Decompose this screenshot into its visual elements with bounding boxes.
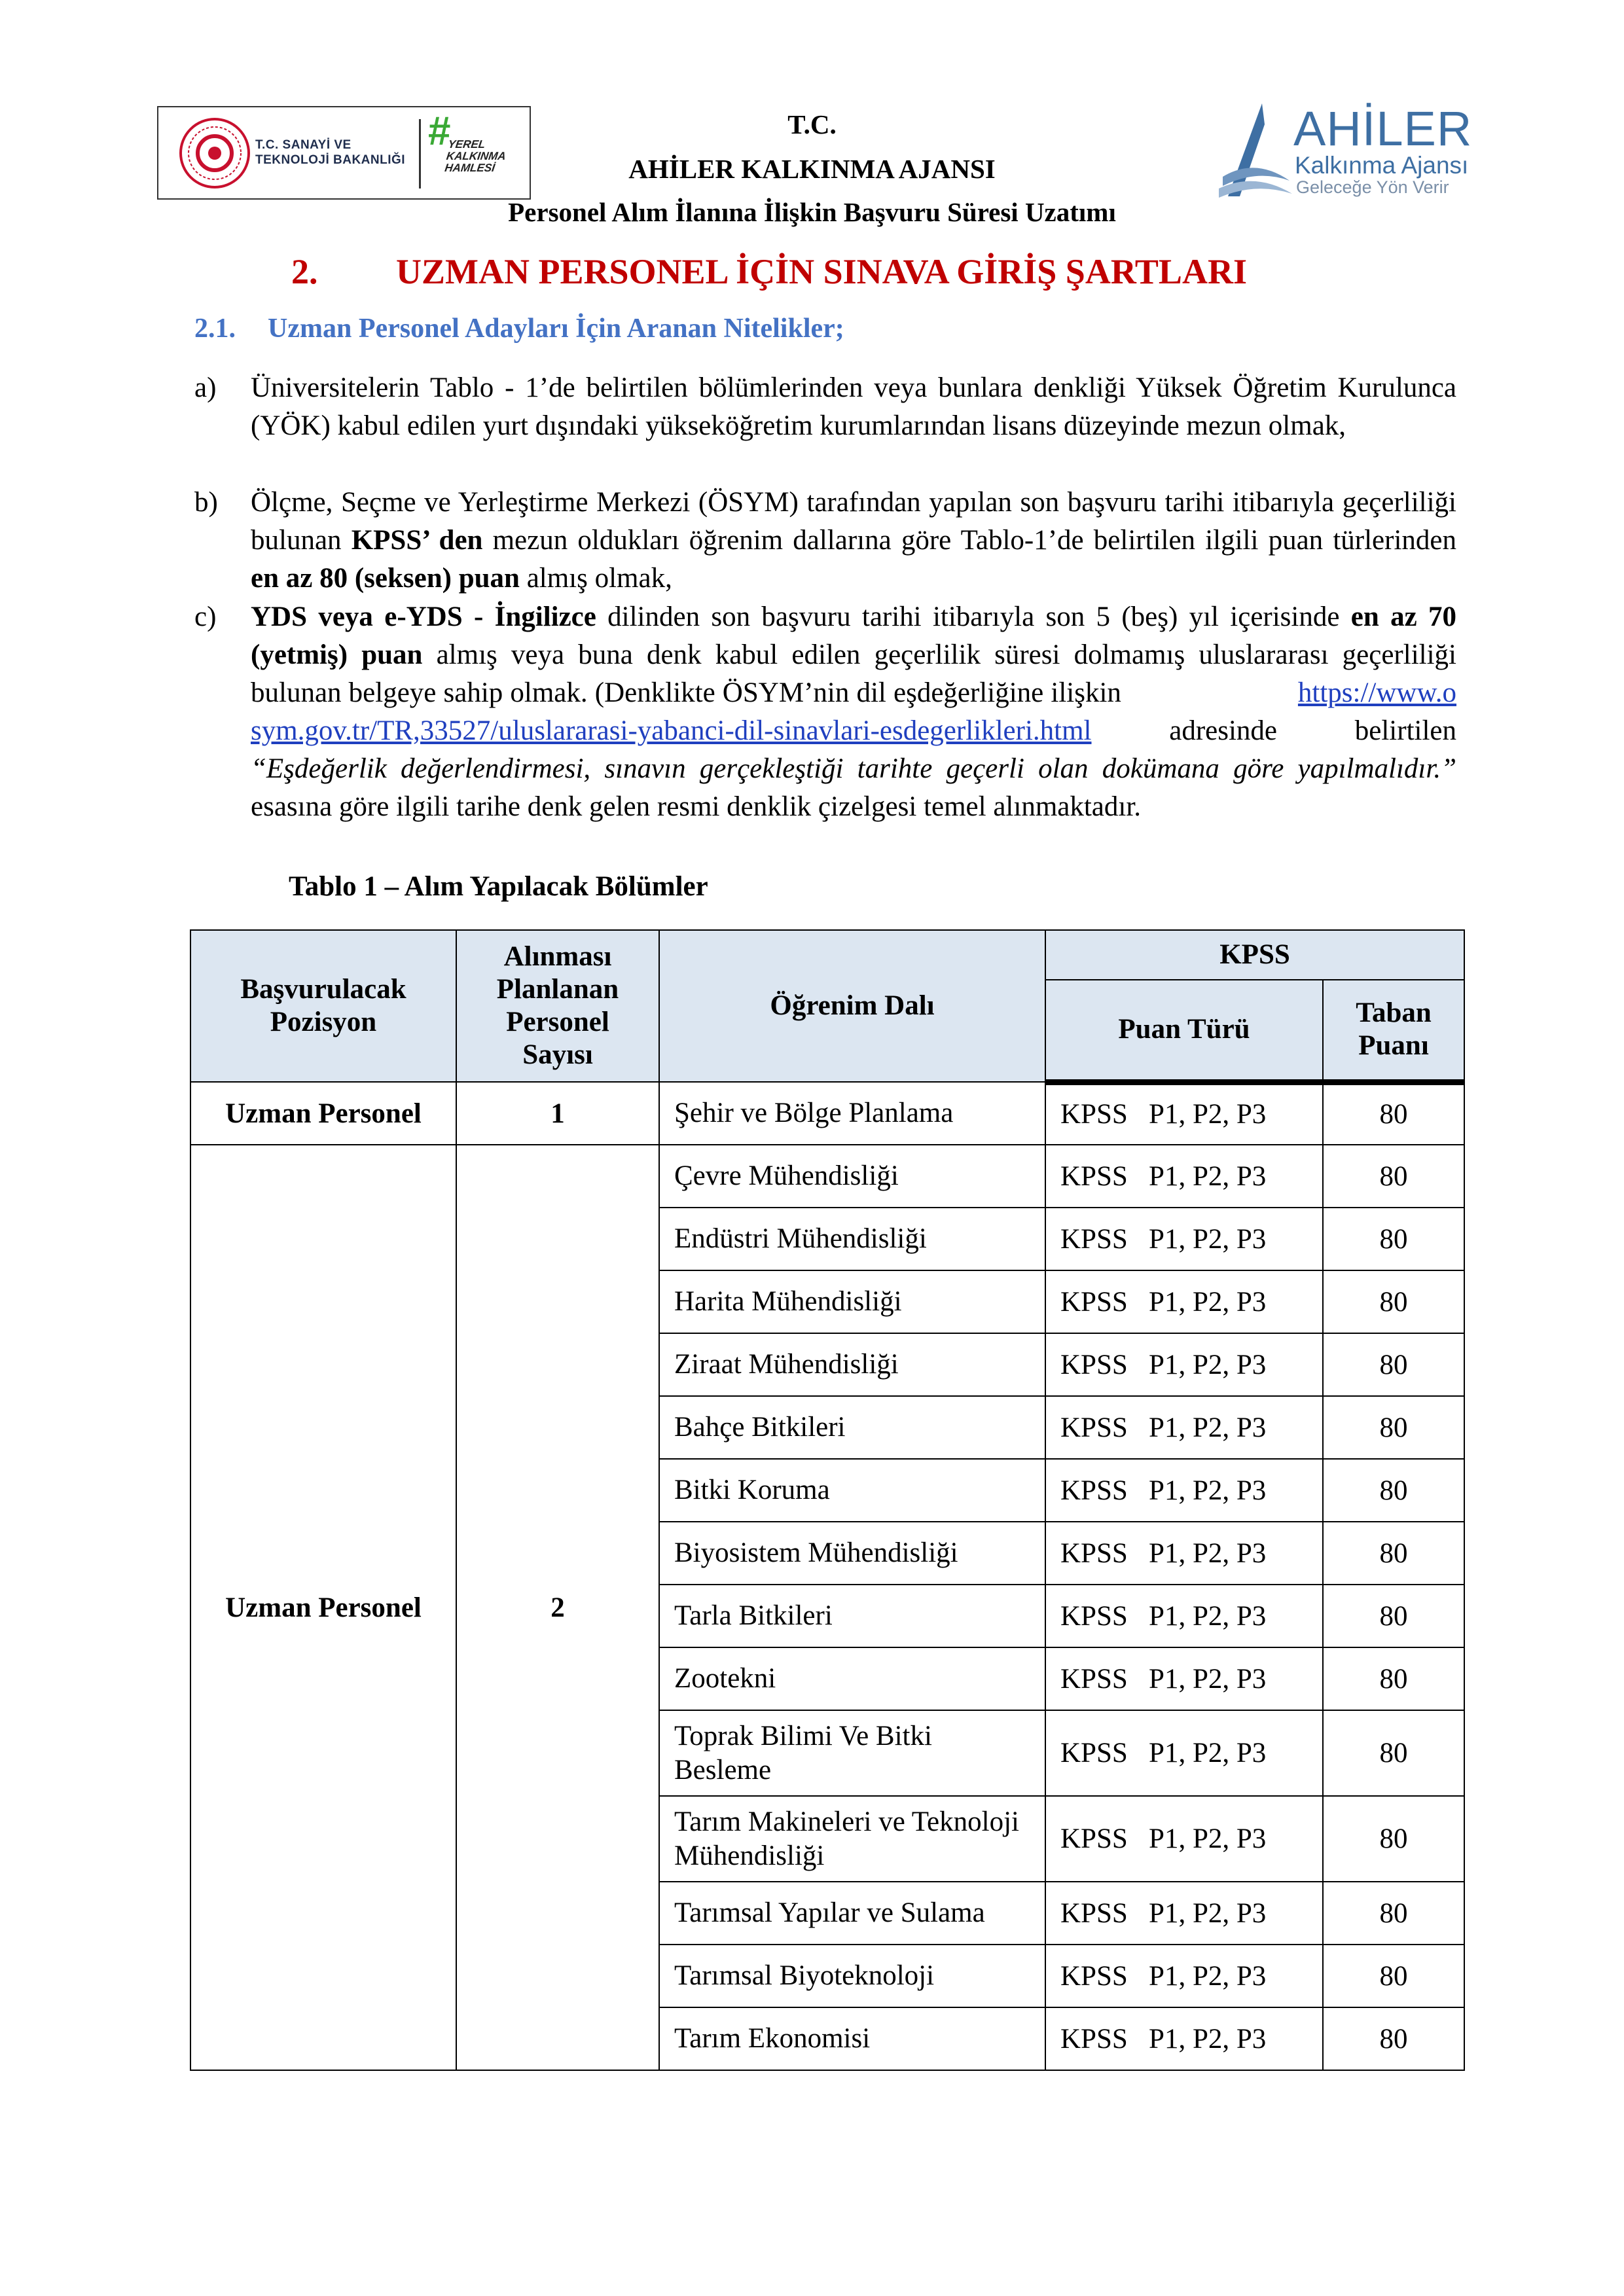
slogan-line3: HAMLESİ: [444, 162, 496, 174]
list-item-text: Üniversitelerin Tablo - 1’de belirtilen bölümlerinden veya bunlara denkliği Yüksek Öğretim Kurulunca (YÖK) kabul edilen yurt dışındaki yükseköğretim kurumlarından lisans düzeyinde mezun olmak,: [251, 372, 1456, 441]
base-score-cell: 80: [1323, 1459, 1464, 1522]
count-cell: 1: [456, 1082, 659, 1145]
section-title-text: UZMAN PERSONEL İÇİN SINAVA GİRİŞ ŞARTLARI: [396, 252, 1247, 291]
ahiler-logo: [1216, 98, 1478, 203]
branch-cell: Bahçe Bitkileri: [659, 1396, 1045, 1459]
base-score-cell: 80: [1323, 2007, 1464, 2070]
base-score-cell: 80: [1323, 1710, 1464, 1796]
base-score-cell: 80: [1323, 1208, 1464, 1270]
count-cell: 2: [456, 1145, 659, 2070]
score-type-cell: KPSS P1, P2, P3: [1045, 1270, 1323, 1333]
departments-table: [190, 929, 1465, 2071]
base-score-cell: 80: [1323, 1145, 1464, 1208]
list-marker: a): [194, 372, 217, 403]
branch-cell: Ziraat Mühendisliği: [659, 1333, 1045, 1396]
text-run: mezun oldukları öğrenim dallarına göre Tablo-1’de belirtilen ilgili puan türlerinden: [482, 525, 1456, 556]
text-run: dilinden son başvuru tarihi itibarıyla son 5 (beş) yıl içerisinde: [596, 601, 1351, 632]
branch-cell: Şehir ve Bölge Planlama: [659, 1082, 1045, 1145]
table-header-row: [190, 930, 1464, 980]
score-type-cell: KPSS P1, P2, P3: [1045, 1945, 1323, 2007]
table-row: [190, 1145, 1464, 1208]
ahiler-logo-subtitle: Kalkınma Ajansı: [1295, 152, 1469, 179]
score-type-cell: KPSS P1, P2, P3: [1045, 1647, 1323, 1710]
ministry-name-line2: TEKNOLOJİ BAKANLIĞI: [255, 153, 406, 167]
list-item-text: [251, 598, 1456, 826]
score-type-cell: KPSS P1, P2, P3: [1045, 1145, 1323, 1208]
header-branch: Öğrenim Dalı: [659, 930, 1045, 1082]
score-type-cell: KPSS P1, P2, P3: [1045, 1710, 1323, 1796]
branch-cell: Tarım Ekonomisi: [659, 2007, 1045, 2070]
base-score-cell: 80: [1323, 1945, 1464, 2007]
score-type-cell: KPSS P1, P2, P3: [1045, 1459, 1323, 1522]
header-subject: Personel Alım İlanına İlişkin Başvuru Süresi Uzatımı: [508, 197, 1116, 227]
bold-run: KPSS’ den: [351, 525, 483, 556]
slogan-line1: YEREL: [447, 138, 486, 151]
header-position: Başvurulacak Pozisyon: [190, 930, 456, 1082]
branch-cell: Bitki Koruma: [659, 1459, 1045, 1522]
list-item-c: [194, 598, 1456, 826]
base-score-cell: 80: [1323, 1882, 1464, 1945]
list-item-b: [194, 484, 1456, 598]
bold-run: en az 80 (seksen) puan: [251, 563, 520, 594]
base-score-cell: 80: [1323, 1333, 1464, 1396]
score-type-cell: KPSS P1, P2, P3: [1045, 1333, 1323, 1396]
header-kpss: KPSS: [1045, 930, 1464, 980]
section-title: [291, 251, 1247, 292]
list-item-text: [251, 484, 1456, 598]
branch-cell: Biyosistem Mühendisliği: [659, 1522, 1045, 1585]
hashtag-icon: #: [428, 109, 451, 154]
ministry-name-line1: T.C. SANAYİ VE: [255, 138, 352, 152]
branch-cell: Çevre Mühendisliği: [659, 1145, 1045, 1208]
osym-equivalence-link[interactable]: https://www.osym.gov.tr/TR,33527/uluslararasi-yabanci-dil-sinavlari-esdegerlikleri.html: [251, 677, 1456, 746]
table-row: [190, 1082, 1464, 1145]
slogan-line2: KALKINMA: [445, 150, 507, 162]
score-type-cell: KPSS P1, P2, P3: [1045, 1208, 1323, 1270]
section-number: 2.: [291, 252, 318, 291]
header-agency: AHİLER KALKINMA AJANSI: [628, 154, 996, 184]
list-marker: c): [194, 601, 217, 632]
list-item-a: [194, 369, 1456, 445]
base-score-cell: 80: [1323, 1647, 1464, 1710]
base-score-cell: 80: [1323, 1270, 1464, 1333]
position-cell: Uzman Personel: [190, 1082, 456, 1145]
branch-cell: Tarım Makineleri ve Teknoloji Mühendisliği: [659, 1796, 1045, 1882]
text-run: Ölçme, Seçme ve Yerleştirme Merkezi (ÖSYM) tarafından yapılan son başvuru tarihi itibarıyla geçerliliği bulunan: [251, 487, 1456, 556]
ahiler-logo-tagline: Geleceğe Yön Verir: [1296, 177, 1449, 197]
table-caption: Tablo 1 – Alım Yapılacak Bölümler: [289, 871, 708, 902]
header-base-score: Taban Puanı: [1323, 980, 1464, 1082]
text-run: almış olmak,: [519, 563, 672, 594]
base-score-cell: 80: [1323, 1522, 1464, 1585]
branch-cell: Tarımsal Biyoteknoloji: [659, 1945, 1045, 2007]
score-type-cell: KPSS P1, P2, P3: [1045, 1585, 1323, 1647]
ahiler-logo-name: AHİLER: [1293, 101, 1473, 156]
ahiler-mark-icon: [1216, 98, 1293, 203]
italic-quote: “Eşdeğerlik değerlendirmesi, sınavın gerçekleştiği tarihte geçerli olan dokümana göre yapılmalıdır.”: [251, 753, 1456, 784]
branch-cell: Zootekni: [659, 1647, 1045, 1710]
score-type-cell: KPSS P1, P2, P3: [1045, 1396, 1323, 1459]
list-marker: b): [194, 487, 218, 518]
score-type-cell: KPSS P1, P2, P3: [1045, 1882, 1323, 1945]
subsection-title: [194, 313, 844, 344]
header-count: Alınması Planlanan Personel Sayısı: [456, 930, 659, 1082]
branch-cell: Toprak Bilimi Ve Bitki Besleme: [659, 1710, 1045, 1796]
score-type-cell: KPSS P1, P2, P3: [1045, 1082, 1323, 1145]
bold-run: YDS veya e-YDS - İngilizce: [251, 601, 596, 632]
subsection-title-text: Uzman Personel Adayları İçin Aranan Nitelikler;: [268, 314, 844, 344]
base-score-cell: 80: [1323, 1082, 1464, 1145]
subsection-number: 2.1.: [194, 314, 236, 344]
base-score-cell: 80: [1323, 1796, 1464, 1882]
base-score-cell: 80: [1323, 1396, 1464, 1459]
position-cell: Uzman Personel: [190, 1145, 456, 2070]
base-score-cell: 80: [1323, 1585, 1464, 1647]
score-type-cell: KPSS P1, P2, P3: [1045, 2007, 1323, 2070]
header-tc: T.C.: [787, 109, 837, 139]
branch-cell: Endüstri Mühendisliği: [659, 1208, 1045, 1270]
score-type-cell: KPSS P1, P2, P3: [1045, 1796, 1323, 1882]
text-run: adresinde belirtilen: [1091, 715, 1456, 746]
branch-cell: Tarımsal Yapılar ve Sulama: [659, 1882, 1045, 1945]
text-run: esasına göre ilgili tarihe denk gelen resmi denklik çizelgesi temel alınmaktadır.: [251, 791, 1142, 822]
text-run: almış veya buna denk kabul edilen geçerlilik süresi dolmamış uluslararası geçerliliği bulunan belgeye sahip olmak. (Denklikte ÖSYM’nin dil eşdeğerliğine ilişkin: [251, 639, 1456, 708]
bold-run: en az 70 (yetmiş) puan: [251, 601, 1456, 670]
branch-cell: Tarla Bitkileri: [659, 1585, 1045, 1647]
branch-cell: Harita Mühendisliği: [659, 1270, 1045, 1333]
score-type-cell: KPSS P1, P2, P3: [1045, 1522, 1323, 1585]
header-score-type: Puan Türü: [1045, 980, 1323, 1082]
